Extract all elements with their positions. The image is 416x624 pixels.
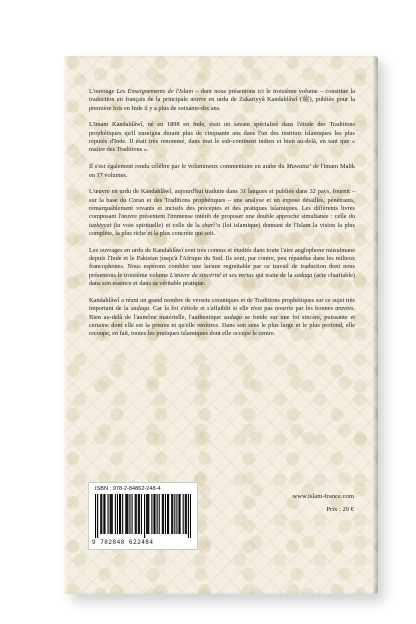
barcode-bar xyxy=(188,494,189,538)
barcode-bar xyxy=(136,494,137,534)
barcode-box xyxy=(88,482,198,550)
barcode-bar xyxy=(112,494,113,534)
barcode-bar xyxy=(127,494,128,534)
barcode-bar xyxy=(111,494,112,534)
barcode-bar xyxy=(117,494,118,534)
barcode-bar xyxy=(165,494,166,534)
barcode-bar xyxy=(186,494,187,534)
barcode-bar xyxy=(172,494,173,534)
barcode-bar xyxy=(154,494,155,534)
barcode-bar xyxy=(138,494,139,534)
barcode-bar xyxy=(119,494,120,534)
paragraph-3: Il s'est également rendu célèbre par le volumineux commentaire en arabe du Muwattaʼ de l'imam Malik en 17 volumes. xyxy=(89,163,356,179)
barcode-bar xyxy=(157,494,158,534)
barcode-bar xyxy=(101,494,102,534)
barcode-bar xyxy=(144,494,145,538)
barcode-bar xyxy=(125,494,126,534)
barcode-bar xyxy=(129,494,130,534)
barcode-bar xyxy=(168,494,169,534)
barcode-bar xyxy=(146,494,147,534)
barcode-bar xyxy=(174,494,175,534)
barcode-bar xyxy=(122,494,123,534)
barcode-bar xyxy=(180,494,181,534)
barcode-bar xyxy=(110,494,111,534)
barcode-icon xyxy=(95,494,191,538)
barcode-bar xyxy=(151,494,152,534)
barcode-bar xyxy=(147,494,148,534)
barcode-bar xyxy=(120,494,121,534)
barcode-bar xyxy=(178,494,179,534)
barcode-bar xyxy=(171,494,172,534)
barcode-bar xyxy=(162,494,163,534)
book-back-cover xyxy=(64,56,378,594)
barcode-bar xyxy=(153,494,154,534)
paragraph-5: Les ouvrages en urdu de Kandahlâwî sont très connus et étudiés dans toute l'aire anglophone musulmane depuis l'Inde et le Pakistan jusqu'à l'Afrique du Sud. Ils sont, par contre, peu répandus dans les milieux francophones. Nous espérons combler une lacune regrettable par ce travail de traduction dont nous présentons le troisième volume L'œuvre de sincérité et ses vertus qui traite de la sadaqa (acte charitable) dans son essence et dans sa véritable pratique. xyxy=(89,246,355,288)
barcode-bar xyxy=(139,494,140,534)
barcode-bar xyxy=(141,494,142,534)
paragraph-4: L'œuvre en urdu de Kandahlâwî, aujourd'hui traduite dans 31 langues et publiée dans 32 pays, fournit – sur la base du Coran et des Traditions prophétiques – une analyse et un exposé détaillés, pénétrants, remarquablement vivants et incisifs des préceptes et des pratiques islamiques. Les différents livres composant l'œuvre présentent l'immense intérêt de proposer une double approche simultanée : celle du tazkiyyat fia voie spirituelle) et celle de la sharîʻa (loi islamique) donnant de l'Islam la vision la plus complète, la plus riche et la plus concrète qui soit. xyxy=(89,188,355,237)
barcode-bar xyxy=(185,494,186,534)
barcode-bar xyxy=(148,494,149,534)
paragraph-1: L'ouvrage Les Enseignements de l'Islam – dont nous présentons ici le troisième volume – constitue la traduction en français de la principale œuvre en urdu de Zakariyyâ Kandahlâwî (ﷺ), publiée pour la première fois en Inde il y a plus de soixante-dix ans. xyxy=(89,88,356,112)
barcode-bar xyxy=(183,494,184,534)
barcode-bar xyxy=(135,494,136,534)
blurb-text xyxy=(89,88,355,347)
publisher-website: www.islam-france.com xyxy=(292,493,354,500)
barcode-bar xyxy=(104,494,105,534)
barcode-bar xyxy=(108,494,109,534)
barcode-bar xyxy=(95,494,96,538)
barcode-bar xyxy=(103,494,104,534)
barcode-bar xyxy=(97,494,98,538)
barcode-bar xyxy=(126,494,127,534)
paragraph-6: Kandahlâwî a réuni un grand nombre de versets coraniques et de Traditions prophétiques sur ce sujet très important de la sadaqa. Car la foi s'étiole et s'affaiblit si elle n'est pas nourrie par les bonnes œuvres. Bien au-delà de l'aumône matérielle, l'authentique sadaqa se fonde sur une foi sincère, puissante et certaine dont elle est la preuve et qu'elle renforce. Dans son sens le plus large et le plus profond, elle recoupe, en fait, toutes les pratiques islamiques dont elle occupe le centre. xyxy=(89,296,355,338)
barcode-bar xyxy=(159,494,160,534)
barcode-digits: 9 782848 622484 xyxy=(92,539,154,546)
barcode-bar xyxy=(176,494,177,534)
cover-edge xyxy=(373,56,378,594)
paragraph-2: L'imam Kandahlâwî, né en 1898 en Inde, était un savant spécialisé dans l'étude des Traditions prophétiques qu'il enseigna durant plus de cinquante ans dans l'un des instituts islamiques les plus réputés d'Inde. Il était très renommé, dans tout le sub-continent indien et bien au-delà, en tant que « maître des Traditions ». xyxy=(89,121,355,154)
barcode-bar xyxy=(190,494,191,538)
barcode-bar xyxy=(132,494,133,534)
barcode-bar xyxy=(100,494,101,534)
isbn-label: ISBN : 978-2-84862-248-4 xyxy=(95,486,161,492)
barcode-bar xyxy=(167,494,168,534)
barcode-bar xyxy=(115,494,116,534)
price-label: Prix : 20 € xyxy=(326,506,354,513)
barcode-bar xyxy=(163,494,164,534)
